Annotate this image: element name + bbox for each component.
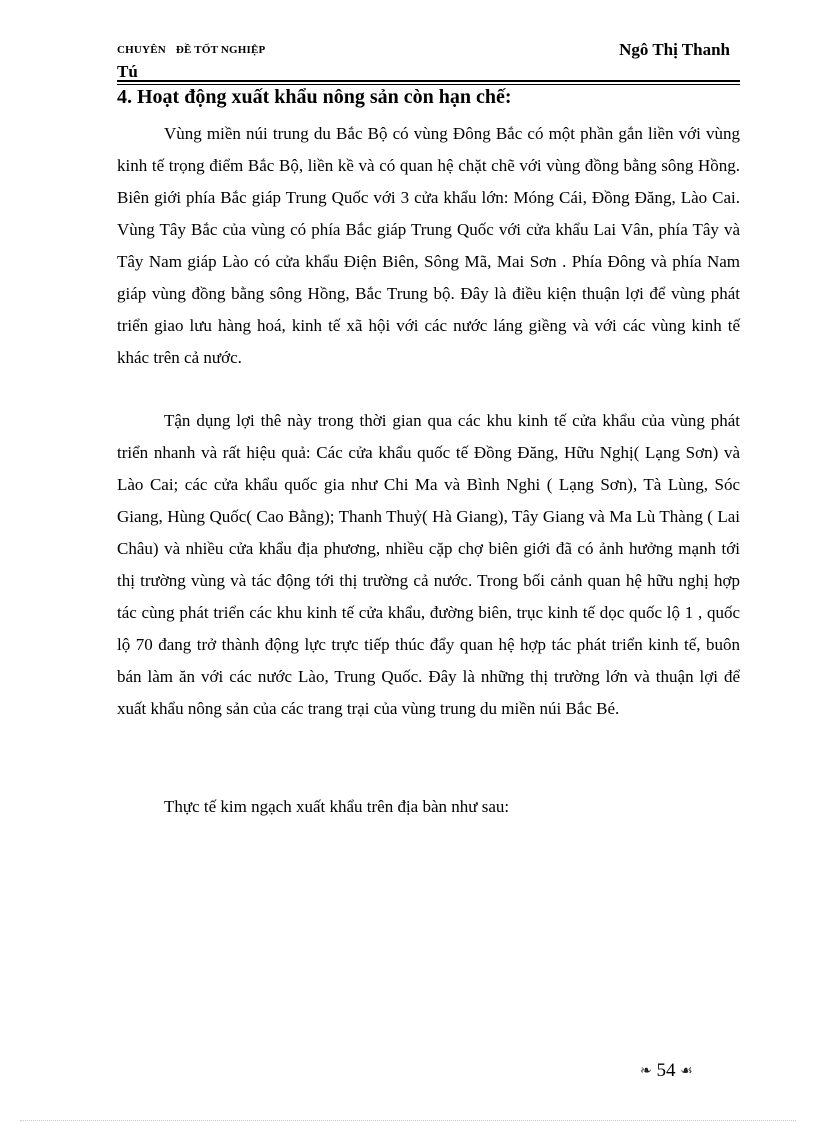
page-header bbox=[117, 40, 740, 80]
ornament-right-icon: ☙ bbox=[680, 1064, 693, 1079]
header-rule-thick bbox=[117, 80, 740, 82]
thesis-label bbox=[117, 44, 265, 56]
section-title: 4. Hoạt động xuất khẩu nông sản còn hạn chế: bbox=[117, 86, 512, 108]
header-rule-thin bbox=[117, 84, 740, 85]
page-bottom-dotted-line bbox=[20, 1120, 796, 1121]
author-name: Ngô Thị Thanh bbox=[619, 40, 730, 59]
paragraph-3: Thực tế kim ngạch xuất khẩu trên địa bàn như sau: bbox=[164, 797, 510, 816]
thesis-label-word2: ĐỀ TỐT NGHIỆP bbox=[175, 44, 266, 56]
page-number: 54 bbox=[656, 1060, 676, 1081]
paragraph-2: Tận dụng lợi thê này trong thời gian qua các khu kinh tế cửa khẩu của vùng phát triển nhanh và rất hiệu quả: Các cửa khẩu quốc tế Đồng Đăng, Hữu Nghị( Lạng Sơn) và Lào Cai; các cửa khẩu quốc gia như Chi Ma và Bình Nghi ( Lạng Sơn), Tà Lùng, Sóc Giang, Hùng Quốc( Cao Bằng); Thanh Thuỷ( Hà Giang), Tây Giang và Ma Lù Thàng ( Lai Châu) và nhiều cửa khẩu địa phương, nhiều cặp chợ biên giới đã có ảnh hưởng mạnh tới thị trường vùng và tác động tới thị trường cả nước. Trong bối cảnh quan hệ hữu nghị hợp tác cùng phát triển các khu kinh tế cửa khẩu, đường biên, trục kinh tế dọc quốc lộ 1 , quốc lộ 70 đang trở thành động lực trực tiếp thúc đẩy quan hệ hợp tác phát triển kinh tế, buôn bán làm ăn với các nước Lào, Trung Quốc. Đây là những thị trường lớn và thuận lợi để xuất khẩu nông sản của các trang trại của vùng trung du miền núi Bắc Bé. bbox=[117, 411, 740, 718]
page-footer bbox=[640, 1060, 693, 1082]
ornament-left-icon: ❧ bbox=[640, 1064, 652, 1079]
paragraph-1: Vùng miền núi trung du Bắc Bộ có vùng Đông Bắc có một phần gắn liền với vùng kinh tế trọng điểm Bắc Bộ, liền kề và có quan hệ chặt chẽ với vùng đồng bằng sông Hồng. Biên giới phía Bắc giáp Trung Quốc với 3 cửa khẩu lớn: Móng Cái, Đồng Đăng, Lào Cai. Vùng Tây Bắc của vùng có phía Bắc giáp Trung Quốc với cửa khẩu Lai Vân, phía Tây và Tây Nam giáp Lào có cửa khẩu Điện Biên, Sông Mã, Mai Sơn . Phía Đông và phía Nam giáp vùng đồng bằng sông Hồng, Bắc Trung bộ. Đây là điều kiện thuận lợi để vùng phát triển giao lưu hàng hoá, kinh tế xã hội với các nước láng giềng và với các vùng kinh tế khác trên cả nước. bbox=[117, 124, 740, 367]
author-name-wrap: Tú bbox=[117, 62, 138, 81]
thesis-label-word1: CHUYÊN bbox=[117, 44, 166, 56]
